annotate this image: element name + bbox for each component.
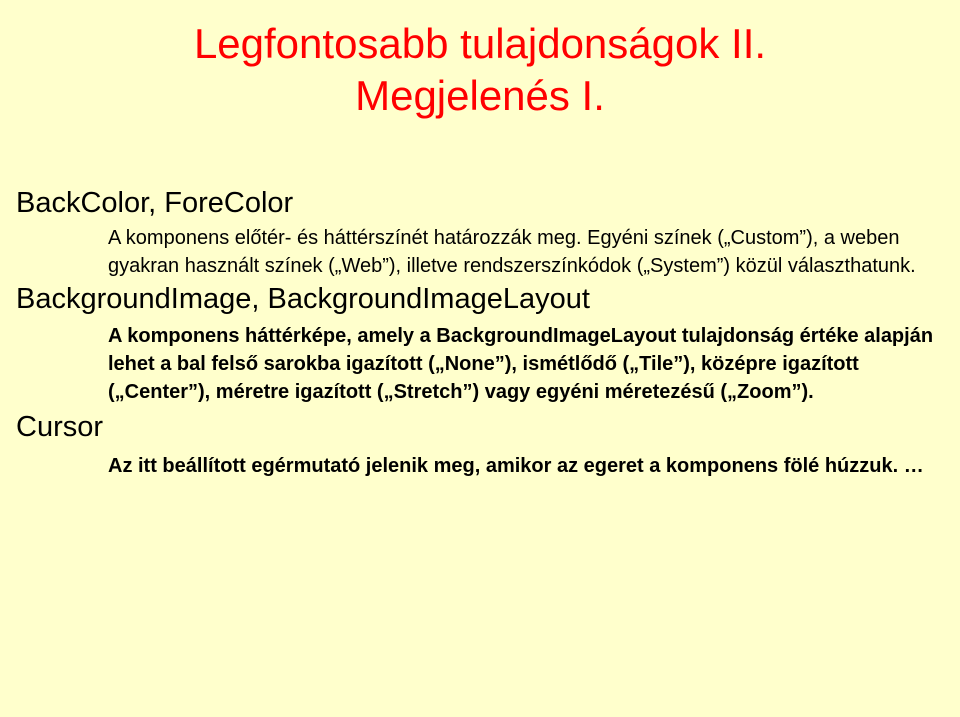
section-heading: BackgroundImage, BackgroundImageLayout xyxy=(16,283,590,315)
section-backgroundimage xyxy=(16,282,946,406)
section-paragraph: Az itt beállított egérmutató jelenik meg, amikor az egeret a komponens fölé húzzuk. … xyxy=(108,455,924,477)
section-backcolor xyxy=(16,186,946,280)
slide-title xyxy=(0,18,960,122)
section-cursor xyxy=(16,410,946,480)
section-text xyxy=(108,224,946,280)
section-text xyxy=(108,452,946,480)
slide-content xyxy=(16,186,946,480)
slide-title-line-1: Legfontosabb tulajdonságok II. xyxy=(193,20,767,67)
section-heading: Cursor xyxy=(16,411,104,443)
section-text xyxy=(108,322,946,406)
slide-title-line-2: Megjelenés I. xyxy=(355,72,605,119)
section-paragraph: A komponens előtér- és háttérszínét határozzák meg. Egyéni színek („Custom”), a weben gyakran használt színek („Web”), illetve rendszerszínkódok („System”) közül választhatunk. xyxy=(108,227,916,277)
section-paragraph: A komponens háttérképe, amely a BackgroundImageLayout tulajdonság értéke alapján lehet a bal felső sarokba igazított („None”), ismétlődő („Tile”), középre igazított („Center”), méretre igazított („Stretch”) vagy egyéni méretezésű („Zoom”). xyxy=(108,325,934,403)
section-heading: BackColor, ForeColor xyxy=(16,187,294,219)
